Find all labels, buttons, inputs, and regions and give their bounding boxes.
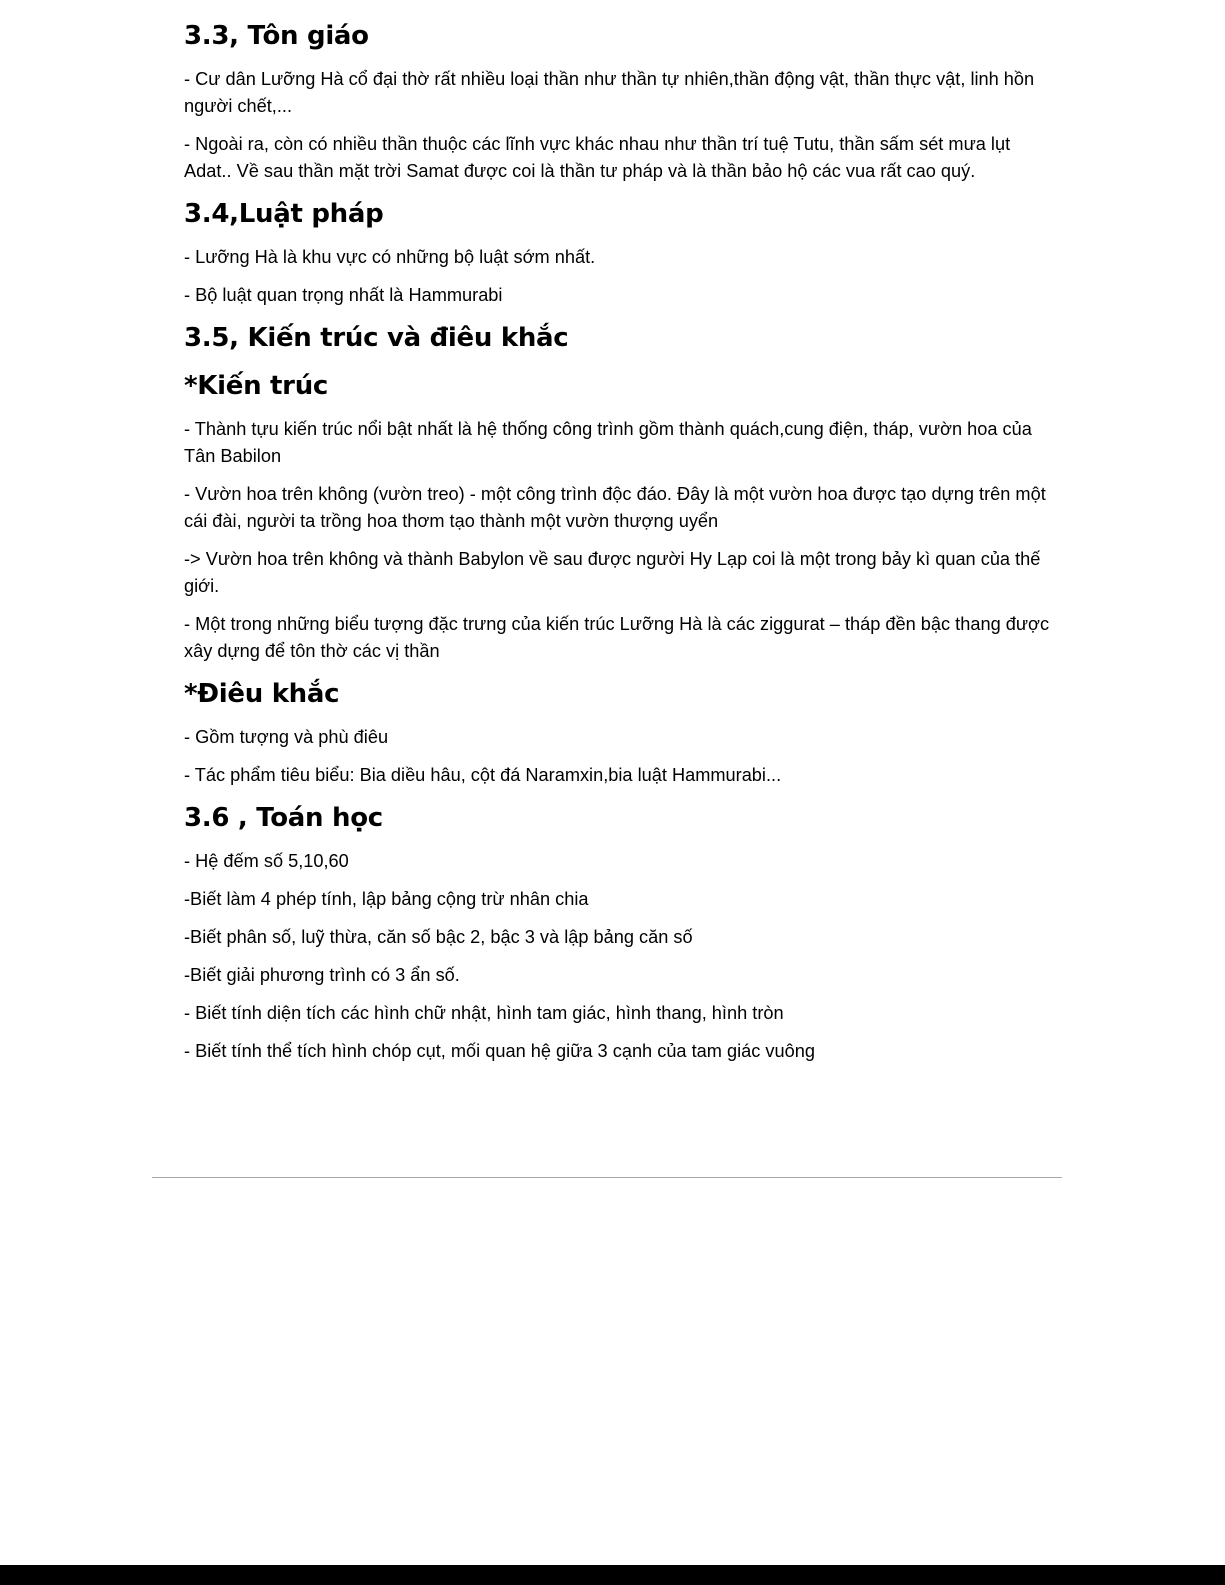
paragraph: - Ngoài ra, còn có nhiều thần thuộc các lĩnh vực khác nhau như thần trí tuệ Tutu, thần sấm sét mưa lụt Adat.. Về sau thần mặt trời Samat được coi là thần tư pháp và là thần bảo hộ các vua rất cao quý.: [184, 134, 1011, 181]
bottom-border-bar: [0, 1565, 1225, 1585]
section-heading-religion: 3.3, Tôn giáo: [184, 21, 369, 51]
paragraph: - Gồm tượng và phù điêu: [184, 727, 389, 747]
paragraph: - Vườn hoa trên không (vườn treo) - một công trình độc đáo. Đây là một vườn hoa được tạo dựng trên một cái đài, người ta trồng hoa thơm tạo thành một vườn thượng uyển: [184, 484, 1046, 531]
paragraph: -> Vườn hoa trên không và thành Babylon về sau được người Hy Lạp coi là một trong bảy kì quan của thế giới.: [184, 549, 1041, 596]
paragraph: - Hệ đếm số 5,10,60: [184, 851, 349, 871]
paragraph: - Biết tính diện tích các hình chữ nhật, hình tam giác, hình thang, hình tròn: [184, 1003, 784, 1023]
section-heading-architecture-sculpture: 3.5, Kiến trúc và điêu khắc: [184, 323, 569, 353]
paragraph: - Cư dân Lưỡng Hà cổ đại thờ rất nhiều loại thần như thần tự nhiên,thần động vật, thần thực vật, linh hồn người chết,...: [184, 69, 1035, 116]
paragraph: -Biết làm 4 phép tính, lập bảng cộng trừ nhân chia: [184, 889, 589, 909]
paragraph: - Biết tính thể tích hình chóp cụt, mối quan hệ giữa 3 cạnh của tam giác vuông: [184, 1041, 815, 1061]
subheading-architecture: *Kiến trúc: [184, 371, 329, 401]
paragraph: - Lưỡng Hà là khu vực có những bộ luật sớm nhất.: [184, 247, 596, 267]
paragraph: - Bộ luật quan trọng nhất là Hammurabi: [184, 285, 503, 305]
paragraph: -Biết phân số, luỹ thừa, căn số bậc 2, bậc 3 và lập bảng căn số: [184, 927, 693, 947]
page-divider: [152, 1177, 1062, 1178]
section-heading-law: 3.4,Luật pháp: [184, 199, 384, 229]
paragraph: - Một trong những biểu tượng đặc trưng của kiến trúc Lưỡng Hà là các ziggurat – tháp đền bậc thang được xây dựng để tôn thờ các vị thần: [184, 614, 1050, 661]
subheading-sculpture: *Điêu khắc: [184, 679, 340, 709]
paragraph: - Tác phẩm tiêu biểu: Bia diều hâu, cột đá Naramxin,bia luật Hammurabi...: [184, 765, 782, 785]
document-page: [184, 18, 1054, 1076]
section-heading-math: 3.6 , Toán học: [184, 803, 383, 833]
paragraph: - Thành tựu kiến trúc nổi bật nhất là hệ thống công trình gồm thành quách,cung điện, tháp, vườn hoa của Tân Babilon: [184, 419, 1032, 466]
paragraph: -Biết giải phương trình có 3 ẩn số.: [184, 965, 460, 985]
